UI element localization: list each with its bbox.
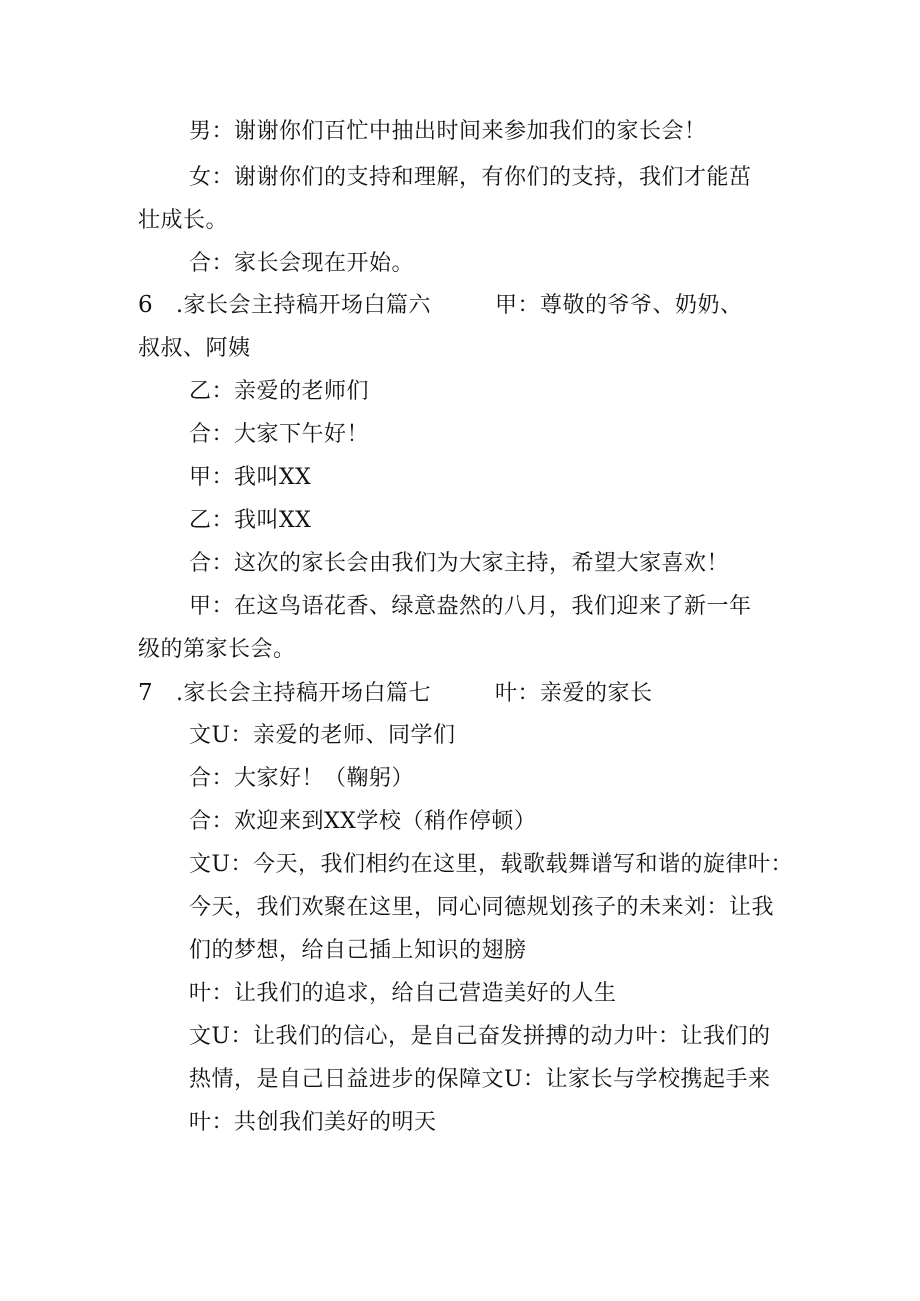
text-line: 合：大家下午好！: [189, 422, 370, 447]
text-line: 叶：共创我们美好的明天: [189, 1110, 437, 1135]
text-line: 今天，我们欢聚在这里，同心同德规划孩子的未来刘：让我: [189, 895, 775, 920]
text-line: 文U：亲爱的老师、同学们: [189, 723, 456, 748]
text-line: 甲：我叫XX: [189, 465, 312, 490]
text-line: 合：欢迎来到XX学校（稍作停顿）: [189, 809, 537, 834]
text-line: 合：这次的家长会由我们为大家主持，希望大家喜欢！: [189, 551, 730, 576]
text-line: 们的梦想，给自己插上知识的翅膀: [189, 938, 527, 963]
section-number: 6: [138, 292, 154, 318]
text-line: 文U：让我们的信心，是自己奋发拼搏的动力叶：让我们的: [189, 1024, 771, 1049]
text-line: 乙：亲爱的老师们: [189, 379, 370, 404]
text-line: 甲：在这鸟语花香、绿意盎然的八月，我们迎来了新一年: [189, 594, 752, 619]
text-line: 男：谢谢你们百忙中抽出时间来参加我们的家长会！: [189, 119, 707, 144]
text-line: 叶：让我们的追求，给自己营造美好的人生: [189, 981, 617, 1006]
text-line: 级的第家长会。: [138, 637, 296, 662]
section-title: .家长会主持稿开场白篇六: [176, 293, 431, 318]
text-line: 乙：我叫XX: [189, 508, 312, 533]
section-heading-6: [138, 290, 743, 321]
section-heading-7: [138, 678, 653, 709]
text-line: 热情，是自己日益进步的保障文U：让家长与学校携起手来: [189, 1067, 771, 1092]
text-line: 女：谢谢你们的支持和理解，有你们的支持，我们才能茁: [189, 165, 752, 190]
text-line: 合：大家好！（鞠躬）: [189, 766, 415, 791]
text-line: 壮成长。: [138, 208, 229, 233]
section-text: 叶：亲爱的家长: [495, 681, 653, 706]
text-line: 叔叔、阿姨: [138, 336, 251, 361]
text-line: 文U：今天，我们相约在这里，载歌载舞谱写和谐的旋律叶：: [189, 852, 794, 877]
section-title: .家长会主持稿开场白篇七: [176, 681, 431, 706]
text-line: 合：家长会现在开始。: [189, 251, 415, 276]
section-number: 7: [138, 680, 154, 706]
section-text: 甲：尊敬的爷爷、奶奶、: [495, 293, 743, 318]
